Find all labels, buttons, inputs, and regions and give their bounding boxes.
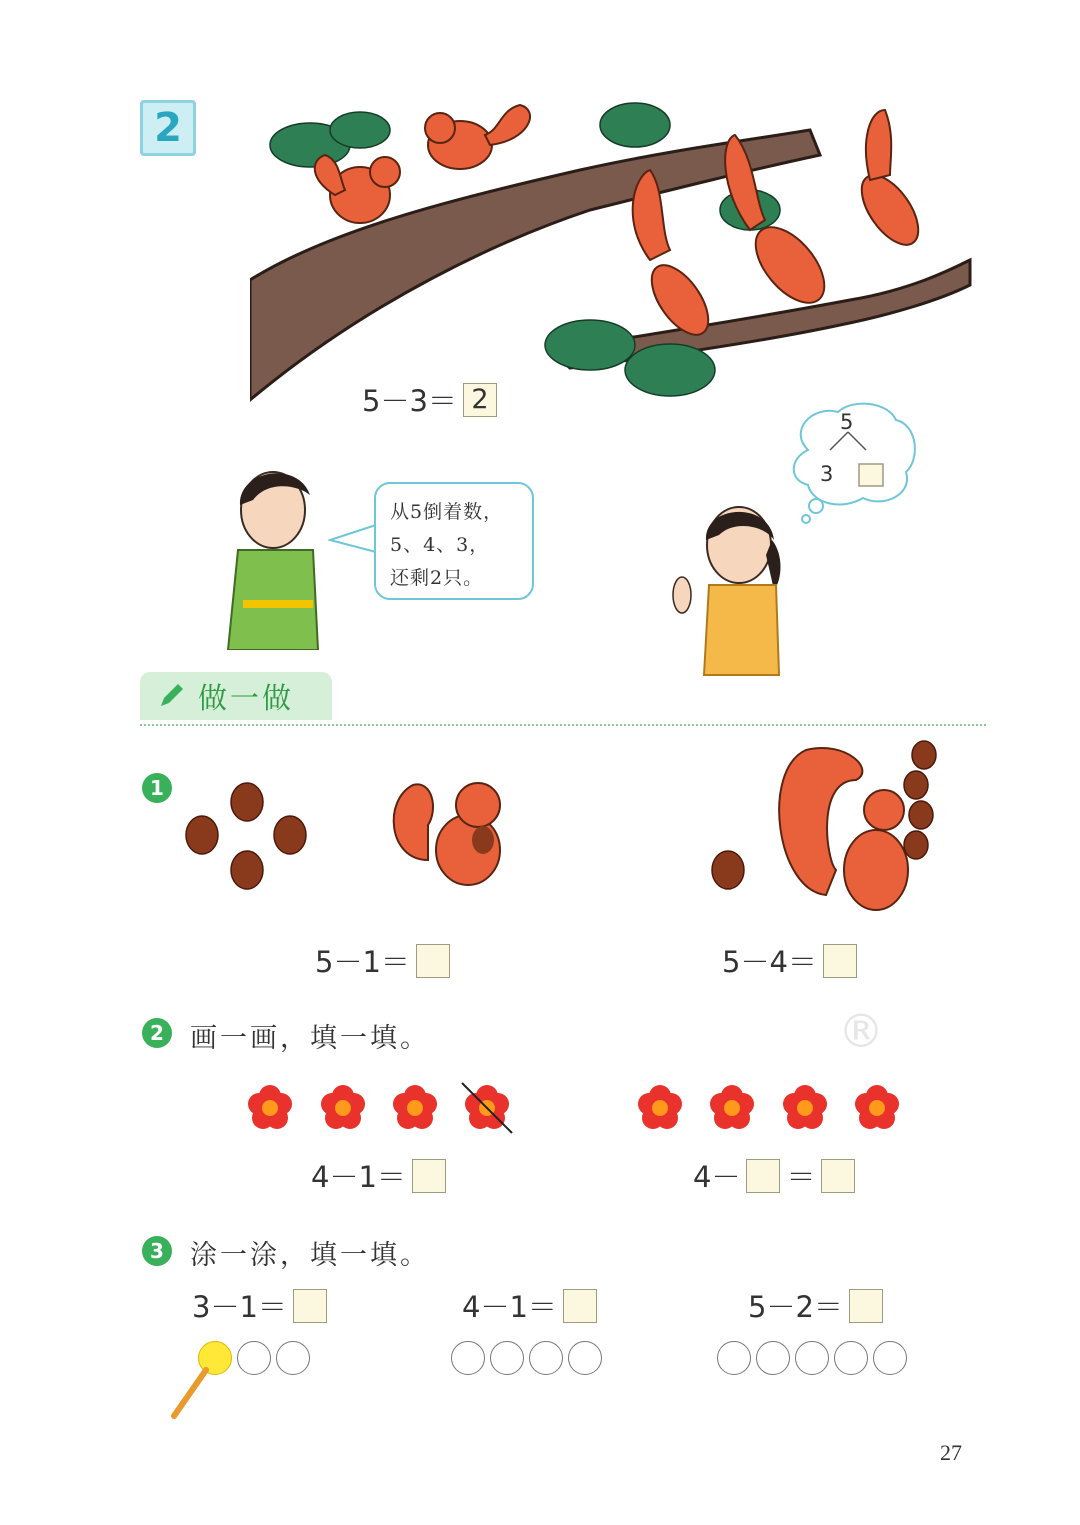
practice-title: 做一做: [198, 680, 295, 715]
q2-instruction: 画一画，填一填。: [190, 1023, 430, 1054]
circle[interactable]: [756, 1341, 790, 1375]
q2-right-subtrahend-box[interactable]: [746, 1159, 780, 1193]
watermark-registered: ®: [838, 1004, 884, 1058]
circle[interactable]: [873, 1341, 907, 1375]
question-3-number: 3: [142, 1236, 172, 1266]
practice-header: [140, 672, 332, 720]
speech-line-3: 还剩2只。: [390, 567, 484, 589]
flowers-row: [240, 1078, 910, 1142]
circle[interactable]: [529, 1341, 563, 1375]
circle[interactable]: [490, 1341, 524, 1375]
example-answer-box[interactable]: 2: [463, 383, 497, 417]
q2-right-equation-part2: ＝: [786, 1160, 816, 1194]
q3-circles-group-3: [717, 1341, 912, 1379]
crayon-icon: [166, 1366, 216, 1422]
boy-illustration: [218, 460, 328, 650]
q3-equation-1: [192, 1285, 327, 1326]
section-divider: [140, 724, 986, 726]
q3-instruction: 涂一涂，填一填。: [190, 1240, 430, 1271]
q3-circles-group-2: [451, 1341, 607, 1379]
q3-equation-1-text: 3－1＝: [192, 1290, 287, 1324]
question-2-number: 2: [142, 1018, 172, 1048]
speech-line-1: 从5倒着数，: [390, 501, 504, 523]
squirrel-with-cone: [388, 770, 513, 890]
q1-right-answer-box[interactable]: [823, 944, 857, 978]
circle[interactable]: [834, 1341, 868, 1375]
q3-equation-3-text: 5－2＝: [748, 1290, 843, 1324]
girl-illustration: [664, 500, 784, 680]
pencil-icon: [156, 681, 186, 711]
question-1-number: 1: [142, 773, 172, 803]
circle[interactable]: [568, 1341, 602, 1375]
speech-bubble: [374, 482, 534, 600]
circle[interactable]: [237, 1341, 271, 1375]
q3-answer-box-3[interactable]: [849, 1289, 883, 1323]
squirrel-with-cones: [706, 740, 946, 925]
q1-left-answer-box[interactable]: [416, 944, 450, 978]
circle[interactable]: [717, 1341, 751, 1375]
q3-answer-box-1[interactable]: [293, 1289, 327, 1323]
q2-right-equation: [693, 1155, 855, 1196]
circle[interactable]: [451, 1341, 485, 1375]
q1-left-equation-text: 5－1＝: [315, 945, 410, 979]
q1-left-equation: [315, 940, 450, 981]
q1-right-equation: [722, 940, 857, 981]
q3-equation-2-text: 4－1＝: [462, 1290, 557, 1324]
q2-left-answer-box[interactable]: [412, 1159, 446, 1193]
speech-bubble-tail: [328, 520, 378, 560]
thought-number-top: 5: [840, 410, 854, 434]
example-equation-text: 5－3＝: [362, 384, 457, 418]
q3-answer-box-2[interactable]: [563, 1289, 597, 1323]
page-number: 27: [940, 1440, 962, 1465]
circle[interactable]: [276, 1341, 310, 1375]
q3-equation-3: [748, 1285, 883, 1326]
q3-equation-2: [462, 1285, 597, 1326]
example-equation: [362, 379, 497, 420]
tree-squirrels-illustration: [250, 100, 975, 435]
q1-right-equation-text: 5－4＝: [722, 945, 817, 979]
speech-line-2: 5、4、3，: [390, 534, 490, 556]
q2-left-equation: [311, 1155, 446, 1196]
section-number-badge: 2: [140, 100, 196, 156]
circle[interactable]: [795, 1341, 829, 1375]
q2-left-equation-text: 4－1＝: [311, 1160, 406, 1194]
q2-right-equation-part1: 4－: [693, 1160, 741, 1194]
thought-number-left: 3: [820, 462, 834, 486]
pine-cones-group: [182, 780, 312, 890]
q2-right-answer-box[interactable]: [821, 1159, 855, 1193]
